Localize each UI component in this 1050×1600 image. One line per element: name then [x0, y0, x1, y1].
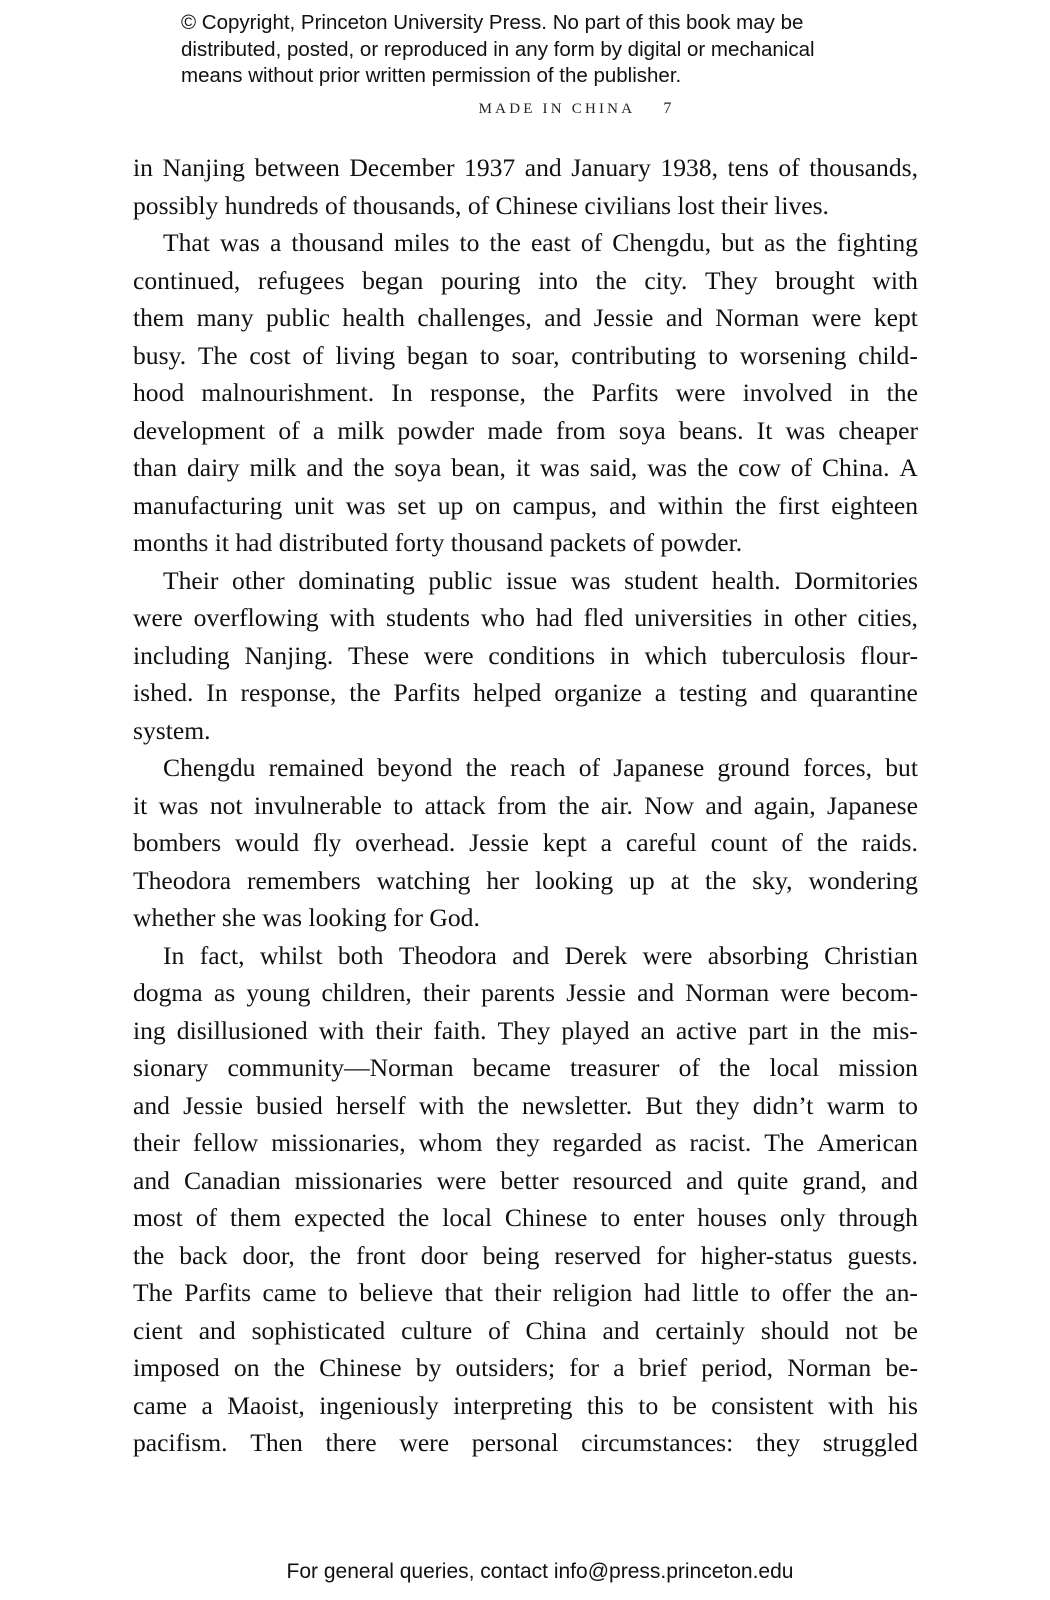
- copyright-line: means without prior written permission of the publisher.: [181, 64, 682, 87]
- text-line: That was a thousand miles to the east of Chengdu, but as the fighting: [163, 228, 918, 257]
- text-line: and Jessie busied herself with the newsletter. But they didn’t warm to: [133, 1090, 918, 1120]
- text-line: bombers would fly overhead. Jessie kept a careful count of the raids.: [133, 828, 918, 857]
- text-line-content: months it had distributed forty thousand packets of powder.: [133, 528, 743, 557]
- text-line-content: system.: [133, 715, 211, 745]
- text-line: [133, 187, 918, 225]
- running-head: [0, 100, 1050, 118]
- text-line: in Nanjing between December 1937 and January 1938, tens of thousands,: [133, 153, 918, 182]
- text-line: hood malnourishment. In response, the Parfits were involved in the: [133, 378, 918, 407]
- text-line: them many public health challenges, and Jessie and Norman were kept: [133, 303, 918, 332]
- text-line: their fellow missionaries, whom they regarded as racist. The American: [133, 1128, 918, 1157]
- text-line: Chengdu remained beyond the reach of Japanese ground forces, but: [163, 753, 918, 782]
- text-line: Theodora remembers watching her looking up at the sky, wondering: [133, 865, 918, 895]
- text-line: cient and sophisticated culture of China and certainly should not be: [133, 1315, 918, 1345]
- text-line: busy. The cost of living began to soar, contributing to worsening child-: [133, 340, 918, 370]
- text-line-content: possibly hundreds of thousands, of Chinese civilians lost their lives.: [133, 190, 829, 220]
- page-number: 7: [663, 100, 672, 117]
- text-line: including Nanjing. These were conditions in which tuberculosis flour-: [133, 640, 918, 670]
- text-line: the back door, the front door being reserved for higher-status guests.: [133, 1240, 918, 1270]
- text-line: manufacturing unit was set up on campus, and within the first eighteen: [133, 490, 918, 520]
- text-line: and Canadian missionaries were better resourced and quite grand, and: [133, 1165, 918, 1195]
- text-line: The Parfits came to believe that their religion had little to offer the an-: [133, 1278, 918, 1307]
- copyright-line: distributed, posted, or reproduced in any form by digital or mechanical: [181, 37, 815, 61]
- text-line: sionary community—Norman became treasurer of the local mission: [133, 1053, 918, 1082]
- text-line: it was not invulnerable to attack from the air. Now and again, Japanese: [133, 790, 918, 820]
- copyright-notice: [181, 10, 901, 90]
- text-line: continued, refugees began pouring into the city. They brought with: [133, 265, 918, 295]
- body-text: [133, 149, 918, 1462]
- text-line: most of them expected the local Chinese to enter houses only through: [133, 1203, 918, 1232]
- text-line: were overflowing with students who had fled universities in other cities,: [133, 603, 918, 632]
- text-line: imposed on the Chinese by outsiders; for a brief period, Norman be-: [133, 1353, 918, 1382]
- text-line: ing disillusioned with their faith. They played an active part in the mis-: [133, 1015, 918, 1045]
- text-line: dogma as young children, their parents Jessie and Norman were becom-: [133, 978, 918, 1007]
- running-head-title: MADE IN CHINA: [478, 101, 635, 117]
- text-line: development of a milk powder made from soya beans. It was cheaper: [133, 415, 918, 445]
- copyright-line: © Copyright, Princeton University Press. No part of this book may be: [181, 11, 804, 34]
- text-line: than dairy milk and the soya bean, it was said, was the cow of China. A: [133, 453, 918, 482]
- text-line: [133, 899, 918, 937]
- text-line: ished. In response, the Parfits helped organize a testing and quarantine: [133, 678, 918, 707]
- text-line: pacifism. Then there were personal circumstances: they struggled: [133, 1428, 918, 1457]
- text-line: Their other dominating public issue was student health. Dormitories: [163, 565, 918, 595]
- footer-contact: For general queries, contact info@press.princeton.edu: [286, 1560, 794, 1583]
- text-line: [133, 712, 918, 750]
- text-line: In fact, whilst both Theodora and Derek were absorbing Christian: [163, 940, 918, 970]
- text-line: came a Maoist, ingeniously interpreting this to be consistent with his: [133, 1390, 918, 1420]
- text-line: [133, 524, 918, 562]
- text-line-content: whether she was looking for God.: [133, 903, 480, 932]
